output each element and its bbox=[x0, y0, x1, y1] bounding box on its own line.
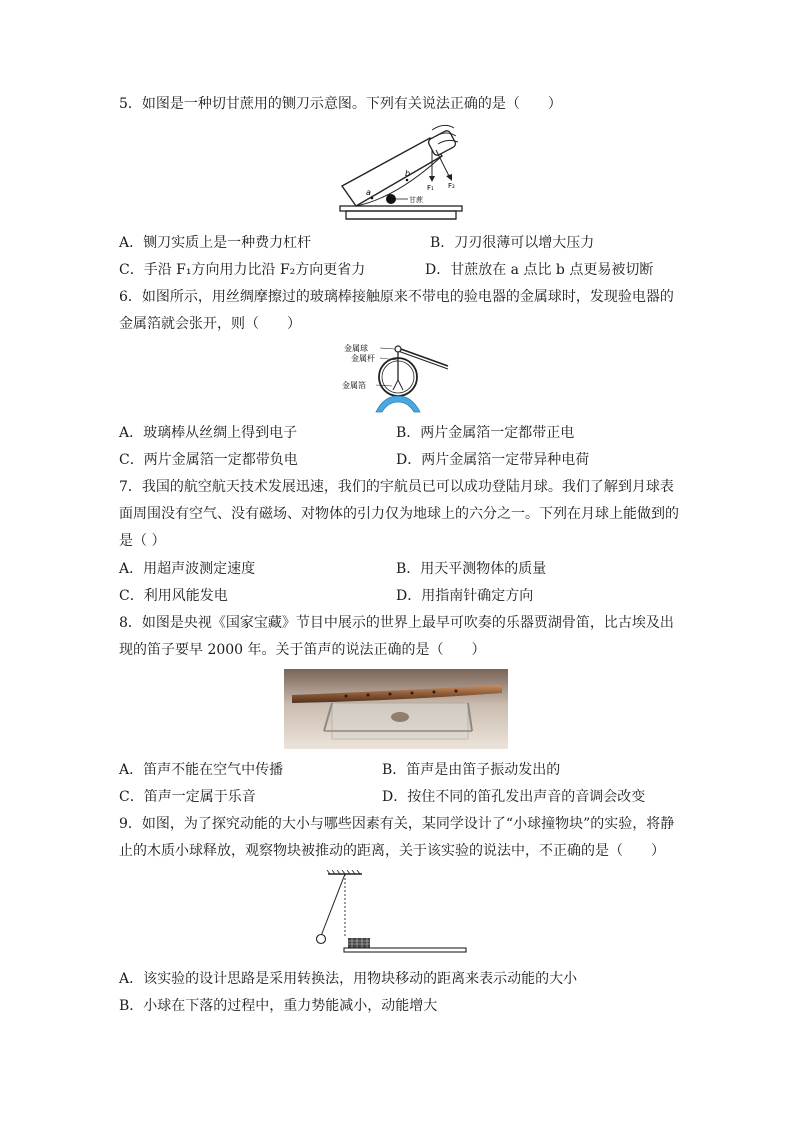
q5-label-b: b bbox=[405, 169, 411, 178]
q5-label-f2: F₂ bbox=[448, 182, 455, 190]
q6-option-c[interactable]: C．两片金属箔一定都带负电 bbox=[119, 452, 298, 468]
q8-option-d[interactable]: D．按住不同的笛孔发出声音的音调会改变 bbox=[382, 789, 646, 805]
q8-option-c[interactable]: C．笛声一定属于乐音 bbox=[119, 789, 256, 805]
q8-figure-bone-flute-photo bbox=[284, 669, 508, 749]
q5-figure-chopper bbox=[336, 122, 466, 224]
q9-option-a[interactable]: A．该实验的设计思路是采用转换法，用物块移动的距离来表示动能的大小 bbox=[119, 971, 578, 987]
q8-stem-line-1: 8．如图是央视《国家宝藏》节目中展示的世界上最早可吹奏的乐器贾湖骨笛，比古埃及出 bbox=[119, 615, 674, 631]
q7-option-c[interactable]: C．利用风能发电 bbox=[119, 588, 228, 604]
q7-stem-line-2: 面周围没有空气、没有磁场、对物体的引力仅为地球上的六分之一。下列在月球上能做到的 bbox=[119, 506, 679, 522]
q7-option-a[interactable]: A．用超声波测定速度 bbox=[119, 561, 256, 577]
q5-option-b[interactable]: B．刀刃很薄可以增大压力 bbox=[430, 235, 595, 251]
q7-stem-line-1: 7．我国的航空航天技术发展迅速，我们的宇航员已可以成功登陆月球。我们了解到月球表 bbox=[119, 479, 674, 495]
q5-option-d[interactable]: D．甘蔗放在 a 点比 b 点更易被切断 bbox=[425, 262, 654, 278]
q5-label-a: a bbox=[366, 188, 371, 197]
q5-stem: 5．如图是一种切甘蔗用的铡刀示意图。下列有关说法正确的是（ ） bbox=[119, 96, 562, 112]
q6-label-rod: 金属杆 bbox=[351, 354, 375, 363]
q5-label-f1: F₁ bbox=[427, 184, 434, 192]
q9-option-b[interactable]: B．小球在下落的过程中，重力势能减小，动能增大 bbox=[119, 998, 438, 1014]
q9-stem-line-2: 止的木质小球释放，观察物块被推动的距离，关于该实验的说法中，不正确的是（ ） bbox=[119, 843, 665, 859]
q9-stem-line-1: 9．如图，为了探究动能的大小与哪些因素有关，某同学设计了“小球撞物块”的实验，将静 bbox=[119, 816, 675, 832]
q6-stem-line-1: 6．如图所示，用丝绸摩擦过的玻璃棒接触原来不带电的验电器的金属球时，发现验电器的 bbox=[119, 289, 674, 305]
q5-label-sugarcane: 甘蔗 bbox=[409, 196, 423, 204]
q8-option-a[interactable]: A．笛声不能在空气中传播 bbox=[119, 762, 284, 778]
q6-stem-line-2: 金属箔就会张开，则（ ） bbox=[119, 316, 301, 332]
q5-option-a[interactable]: A．铡刀实质上是一种费力杠杆 bbox=[119, 235, 312, 251]
q6-option-b[interactable]: B．两片金属箔一定都带正电 bbox=[396, 425, 575, 441]
q7-option-d[interactable]: D．用指南针确定方向 bbox=[396, 588, 534, 604]
q7-option-b[interactable]: B．用天平测物体的质量 bbox=[396, 561, 547, 577]
q6-figure-electroscope bbox=[340, 340, 455, 418]
q6-label-foil: 金属箔 bbox=[342, 381, 366, 390]
q6-label-ball: 金属球 bbox=[344, 344, 368, 353]
q9-figure-pendulum bbox=[310, 870, 470, 960]
q6-option-a[interactable]: A．玻璃棒从丝绸上得到电子 bbox=[119, 425, 298, 441]
q7-stem-line-3: 是（ ） bbox=[119, 533, 166, 549]
q8-option-b[interactable]: B．笛声是由笛子振动发出的 bbox=[382, 762, 561, 778]
q8-stem-line-2: 现的笛子要早 2000 年。关于笛声的说法正确的是（ ） bbox=[119, 642, 486, 658]
q5-option-c[interactable]: C．手沿 F₁方向用力比沿 F₂方向更省力 bbox=[119, 262, 366, 278]
q6-option-d[interactable]: D．两片金属箔一定带异种电荷 bbox=[396, 452, 590, 468]
